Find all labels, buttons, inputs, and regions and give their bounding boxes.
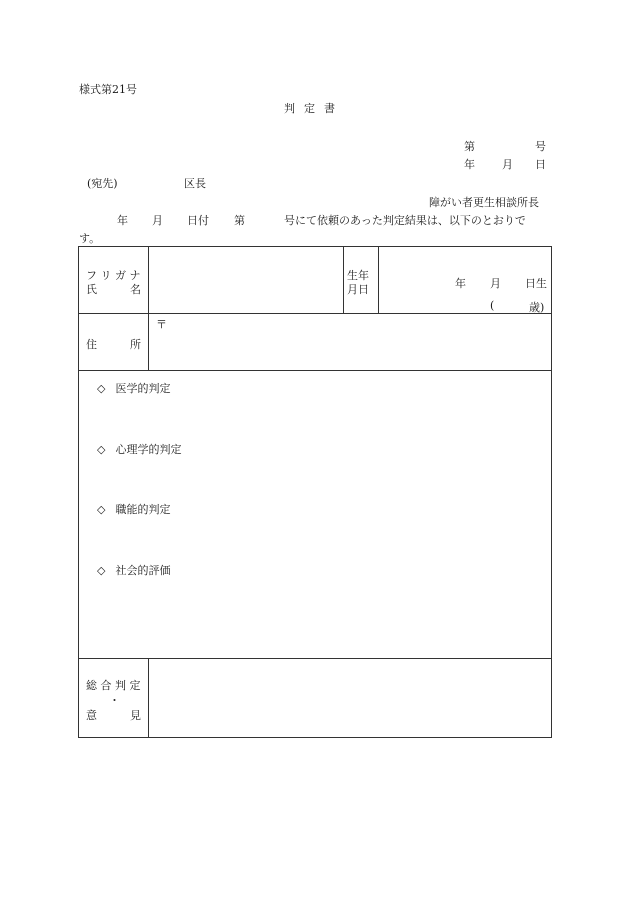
birth-month: 月	[490, 277, 501, 290]
body-day: 日付	[187, 214, 209, 227]
sender: 障がい者更生相談所長	[429, 196, 539, 209]
number-label-1: 第	[464, 140, 475, 153]
item-vocational: ◇ 職能的判定	[97, 503, 171, 516]
number-label-2: 号	[535, 140, 546, 153]
summary-label-1: 総 合 判 定	[86, 679, 141, 692]
birth-day: 日生	[525, 277, 547, 290]
item-social: ◇ 社会的評価	[97, 564, 171, 577]
postal-mark: 〒	[156, 318, 167, 331]
birth-label-2: 月日	[347, 283, 369, 296]
addressee-label: (宛先)	[87, 177, 118, 190]
body-sentence-cont: す。	[79, 232, 101, 245]
birth-label-1: 生年	[347, 269, 369, 282]
item-psychological: ◇ 心理学的判定	[97, 443, 182, 456]
summary-dot: ・	[109, 694, 120, 707]
judgment-form-table	[78, 246, 552, 738]
diamond-icon: ◇	[97, 443, 106, 456]
name-label: 氏 名	[86, 283, 141, 296]
body-number-prefix: 第	[234, 214, 245, 227]
birth-year: 年	[455, 277, 466, 290]
date-month: 月	[502, 158, 513, 171]
age-open: (	[490, 299, 495, 312]
diamond-icon: ◇	[97, 564, 106, 577]
date-day: 日	[535, 158, 546, 171]
age-close: 歳)	[529, 301, 545, 314]
form-number: 様式第21号	[79, 83, 137, 96]
date-year: 年	[464, 158, 475, 171]
body-year: 年	[117, 214, 128, 227]
body-sentence: 号にて依頼のあった判定結果は、以下のとおりで	[284, 214, 526, 227]
item-medical: ◇ 医学的判定	[97, 382, 171, 395]
diamond-icon: ◇	[97, 382, 106, 395]
address-label: 住 所	[86, 338, 141, 351]
diamond-icon: ◇	[97, 503, 106, 516]
body-month: 月	[152, 214, 163, 227]
ward-head: 区長	[184, 177, 206, 190]
summary-label-2: 意 見	[86, 709, 141, 722]
document-title: 判定書	[284, 102, 344, 115]
furigana-label: フ リ ガ ナ	[86, 269, 141, 282]
